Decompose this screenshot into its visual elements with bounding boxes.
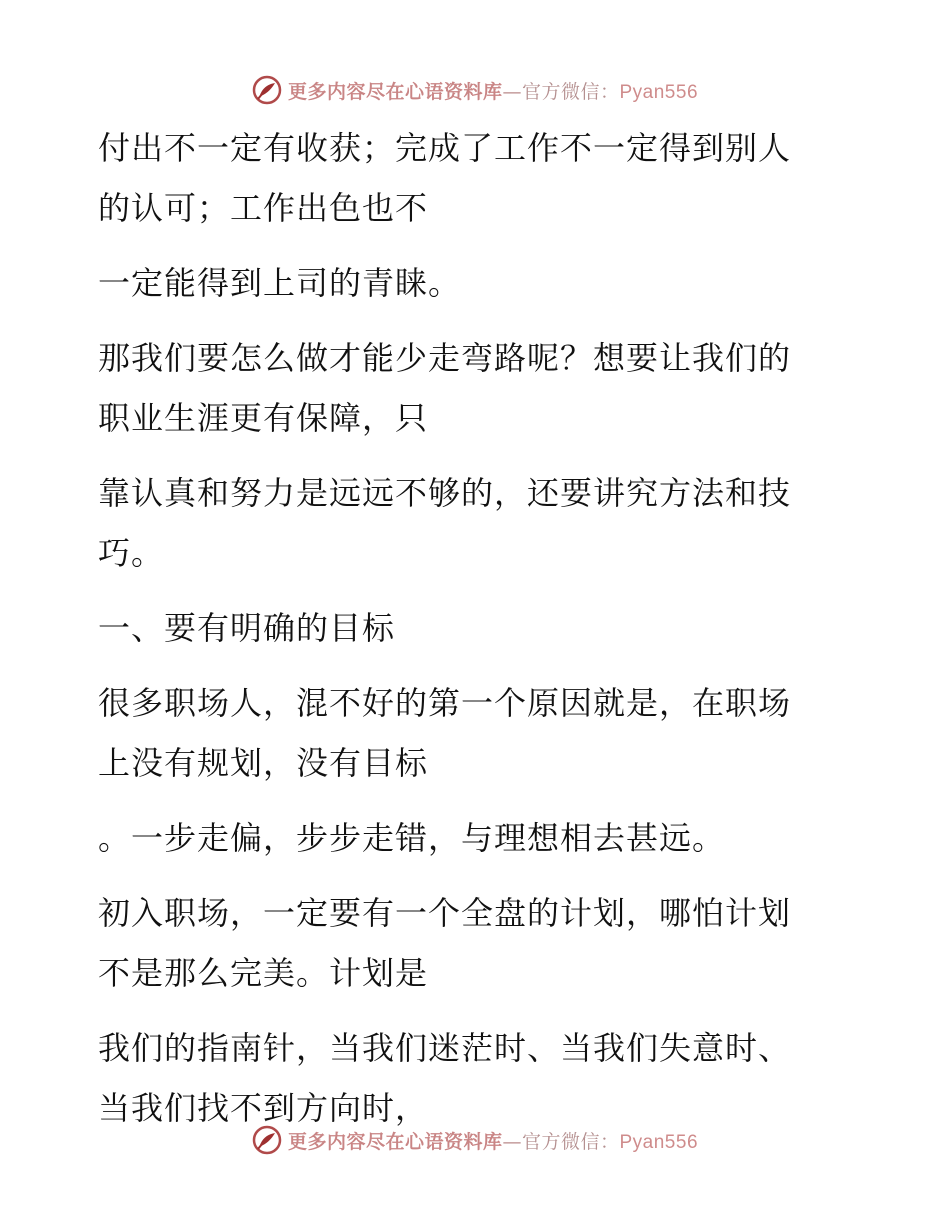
paragraph bbox=[98, 673, 858, 793]
footer-dash: — bbox=[502, 1130, 522, 1153]
header-wechat-label: 官方微信： bbox=[521, 80, 620, 103]
paragraph bbox=[98, 118, 858, 238]
text-line: 的认可；工作出色也不 bbox=[98, 189, 429, 227]
text-line: 上没有规划，没有目标 bbox=[98, 744, 429, 782]
text-line: 初入职场，一定要有一个全盘的计划，哪怕计划 bbox=[98, 894, 792, 932]
paragraph bbox=[98, 808, 858, 868]
text-line: 巧。 bbox=[98, 534, 165, 572]
text-line: 那我们要怎么做才能少走弯路呢？想要让我们的 bbox=[98, 339, 792, 377]
text-line: 当我们找不到方向时， bbox=[98, 1089, 429, 1127]
text-line: 一、要有明确的目标 bbox=[98, 609, 396, 647]
paragraph bbox=[98, 463, 858, 583]
text-line: 我们的指南针，当我们迷茫时、当我们失意时、 bbox=[98, 1029, 792, 1067]
header-brand-line bbox=[288, 77, 698, 104]
text-line: 付出不一定有收获；完成了工作不一定得到别人 bbox=[98, 129, 792, 167]
text-line: 不是那么完美。计划是 bbox=[98, 954, 429, 992]
paragraph bbox=[98, 328, 858, 448]
footer-wechat-id: Pyan556 bbox=[619, 1131, 699, 1153]
footer-brand: 更多内容尽在心语资料库 bbox=[287, 1130, 503, 1153]
paragraph bbox=[98, 253, 858, 313]
footer-brand-line bbox=[288, 1127, 698, 1154]
pen-logo-icon bbox=[252, 1125, 282, 1155]
text-line: 一定能得到上司的青睐。 bbox=[98, 264, 462, 302]
section-heading bbox=[98, 598, 858, 658]
header-dash: — bbox=[502, 80, 522, 103]
footer-wechat-label: 官方微信： bbox=[521, 1130, 620, 1153]
text-line: 靠认真和努力是远远不够的，还要讲究方法和技 bbox=[98, 474, 792, 512]
page-footer bbox=[0, 1120, 950, 1160]
paragraph bbox=[98, 883, 858, 1003]
page-header bbox=[0, 70, 950, 110]
text-line: 职业生涯更有保障，只 bbox=[98, 399, 429, 437]
document-body bbox=[98, 118, 858, 1138]
pen-logo-icon bbox=[252, 75, 282, 105]
header-brand: 更多内容尽在心语资料库 bbox=[287, 80, 503, 103]
text-line: 。一步走偏，步步走错，与理想相去甚远。 bbox=[98, 819, 726, 857]
text-line: 很多职场人，混不好的第一个原因就是，在职场 bbox=[98, 684, 792, 722]
header-wechat-id: Pyan556 bbox=[619, 81, 699, 103]
